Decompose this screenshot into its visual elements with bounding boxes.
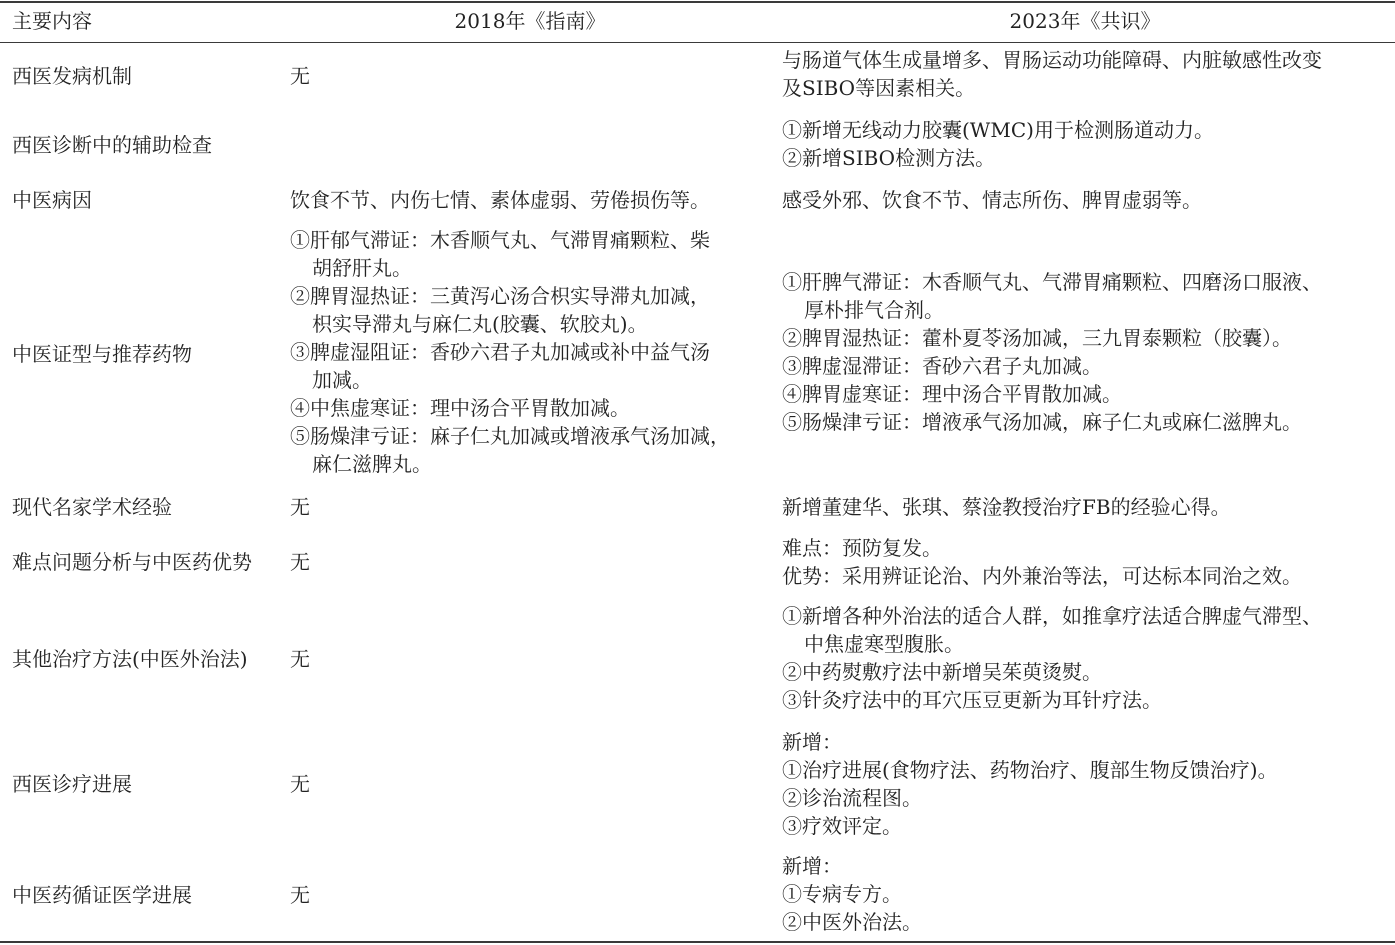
cell-line: ⑤肠燥津亏证：麻子仁丸加减或增液承气汤加减，: [290, 424, 730, 448]
cell-line: ③脾虚湿滞证：香砂六君子丸加减。: [782, 354, 1102, 378]
cell-line: 无: [290, 647, 310, 671]
cell-line: 饮食不节、内伤七情、素体虚弱、劳倦损伤等。: [290, 188, 710, 212]
row-2023-cell: [782, 534, 1390, 590]
row-2023-cell: [782, 728, 1390, 840]
cell-line: 无: [290, 64, 310, 88]
header-2023-consensus: 2023年《共识》: [1009, 9, 1161, 33]
row-2018-cell: [290, 226, 774, 478]
cell-line: 无: [290, 550, 310, 574]
cell-line: ②脾胃湿热证：藿朴夏苓汤加减，三九胃泰颗粒（胶囊）。: [782, 326, 1292, 350]
cell-line: 难点：预防复发。: [782, 536, 942, 560]
cell-line: 新增：: [782, 730, 842, 754]
cell-line: 感受外邪、饮食不节、情志所伤、脾胃虚弱等。: [782, 188, 1202, 212]
cell-line: ①新增无线动力胶囊(WMC)用于检测肠道动力。: [782, 118, 1214, 142]
row-topic: 西医诊疗进展: [12, 772, 132, 796]
cell-line: 无: [290, 772, 310, 796]
row-topic: 西医发病机制: [12, 64, 132, 88]
cell-line: 无: [290, 495, 310, 519]
table-top-rule: [0, 1, 1395, 3]
row-2023-cell: [782, 46, 1390, 102]
row-2018-cell: [290, 881, 774, 909]
cell-line: ①新增各种外治法的适合人群，如推拿疗法适合脾虚气滞型、: [782, 604, 1322, 628]
row-2023-cell: [782, 852, 1390, 936]
cell-line: 中焦虚寒型腹胀。: [804, 632, 964, 656]
cell-line: ②中医外治法。: [782, 910, 922, 934]
cell-line: 麻仁滋脾丸。: [312, 452, 432, 476]
cell-line: ②诊治流程图。: [782, 786, 922, 810]
cell-line: ④脾胃虚寒证：理中汤合平胃散加减。: [782, 382, 1122, 406]
cell-line: 新增董建华、张琪、蔡淦教授治疗FB的经验心得。: [782, 495, 1231, 519]
cell-line: 新增：: [782, 854, 842, 878]
cell-line: ①肝脾气滞证：木香顺气丸、气滞胃痛颗粒、四磨汤口服液、: [782, 270, 1322, 294]
cell-line: 加减。: [312, 368, 372, 392]
cell-line: ③针灸疗法中的耳穴压豆更新为耳针疗法。: [782, 688, 1162, 712]
row-topic: 中医证型与推荐药物: [12, 342, 192, 366]
cell-line: ②中药熨敷疗法中新增吴茱萸烫熨。: [782, 660, 1102, 684]
cell-line: 无: [290, 883, 310, 907]
cell-line: 及SIBO等因素相关。: [782, 76, 976, 100]
row-2023-cell: [782, 186, 1390, 214]
table-bottom-rule: [0, 941, 1395, 943]
cell-line: ②脾胃湿热证：三黄泻心汤合枳实导滞丸加减，: [290, 284, 710, 308]
row-2018-cell: [290, 770, 774, 798]
table-header-rule: [0, 42, 1395, 43]
row-topic: 现代名家学术经验: [12, 495, 172, 519]
cell-line: 优势：采用辨证论治、内外兼治等法，可达标本同治之效。: [782, 564, 1302, 588]
cell-line: ④中焦虚寒证：理中汤合平胃散加减。: [290, 396, 630, 420]
row-2023-cell: [782, 602, 1390, 714]
cell-line: ⑤肠燥津亏证：增液承气汤加减，麻子仁丸或麻仁滋脾丸。: [782, 410, 1302, 434]
header-topic: 主要内容: [12, 9, 92, 33]
cell-line: ①肝郁气滞证：木香顺气丸、气滞胃痛颗粒、柴: [290, 228, 710, 252]
header-2018-guideline: 2018年《指南》: [454, 9, 606, 33]
cell-line: ①专病专方。: [782, 882, 902, 906]
row-topic: 难点问题分析与中医药优势: [12, 550, 252, 574]
cell-line: 厚朴排气合剂。: [804, 298, 944, 322]
row-2018-cell: [290, 62, 774, 90]
cell-line: ③疗效评定。: [782, 814, 902, 838]
row-2018-cell: [290, 548, 774, 576]
row-2023-cell: [782, 116, 1390, 172]
row-2018-cell: [290, 645, 774, 673]
cell-line: ③脾虚湿阻证：香砂六君子丸加减或补中益气汤: [290, 340, 710, 364]
cell-line: 与肠道气体生成量增多、胃肠运动功能障碍、内脏敏感性改变: [782, 48, 1322, 72]
row-2018-cell: [290, 493, 774, 521]
row-topic: 中医病因: [12, 188, 92, 212]
row-topic: 西医诊断中的辅助检查: [12, 133, 212, 157]
row-topic: 其他治疗方法(中医外治法): [12, 647, 248, 671]
cell-line: 枳实导滞丸与麻仁丸(胶囊、软胶丸)。: [312, 312, 648, 336]
row-2023-cell: [782, 493, 1390, 521]
cell-line: ②新增SIBO检测方法。: [782, 146, 996, 170]
cell-line: ①治疗进展(食物疗法、药物治疗、腹部生物反馈治疗)。: [782, 758, 1278, 782]
row-topic: 中医药循证医学进展: [12, 883, 192, 907]
cell-line: 胡舒肝丸。: [312, 256, 412, 280]
row-2023-cell: [782, 268, 1390, 436]
row-2018-cell: [290, 186, 774, 214]
